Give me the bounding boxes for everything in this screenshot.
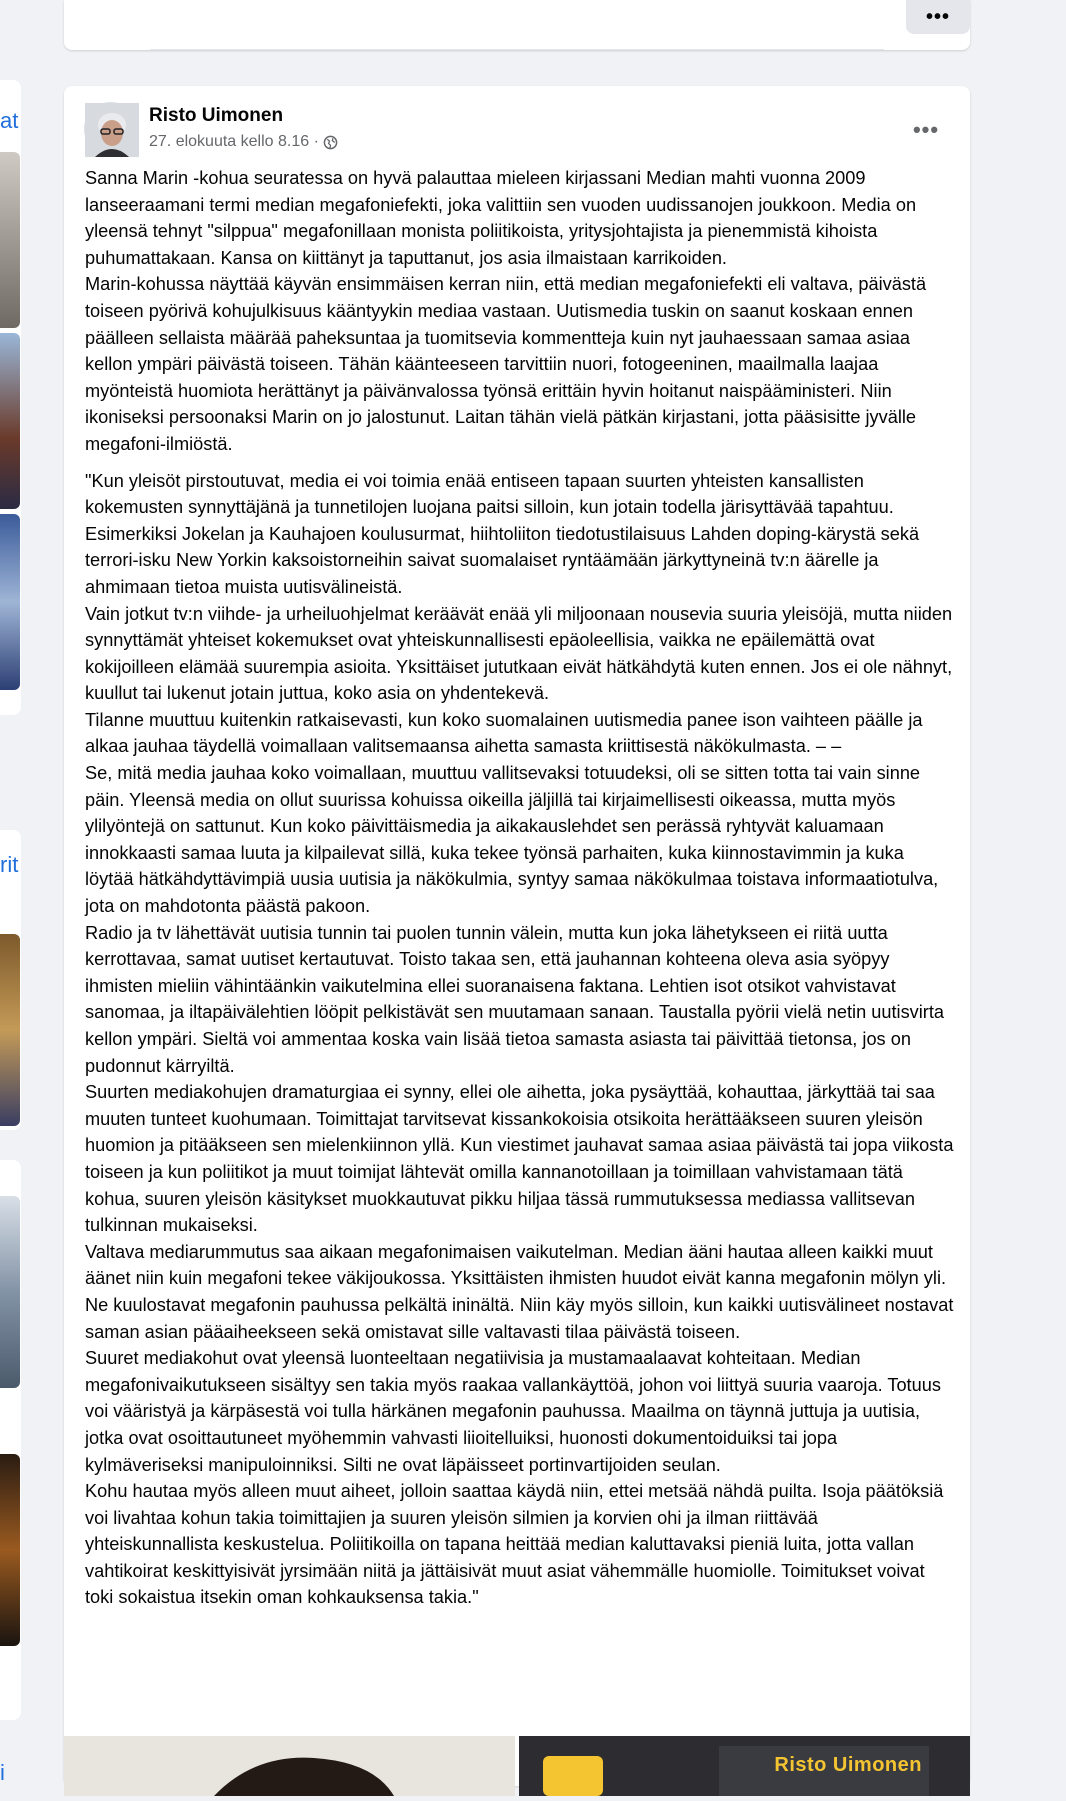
previous-post-card bbox=[64, 0, 970, 50]
sidebar-card-label[interactable]: rit bbox=[0, 852, 19, 877]
globe-icon[interactable] bbox=[323, 135, 338, 150]
sidebar-thumbnail[interactable] bbox=[0, 333, 20, 509]
post-paragraph: "Kun yleisöt pirstoutuvat, media ei voi toimia enää entiseen tapaan suurten yhteisten kansallisten kokemusten synnyttäjänä ja tunnetilojen luojana paitsi silloin, kun jotain todella järisyttävää tapahtuu. Esimerkiksi Jokelan ja Kauhajoen koulusurmat, hiihtoliiton tiedotustilaisuus Lahden doping-kärystä sekä terrori-isku New Yorkin kaksoistorneihin saivat suomalaiset ryntäämään järkyttyneinä tv:n äärelle ja ahmimaan tietoa muista uutisvälineistä. bbox=[85, 470, 920, 597]
post-image-left[interactable] bbox=[64, 1736, 515, 1796]
left-sidebar bbox=[0, 0, 21, 1785]
post-images bbox=[64, 1736, 970, 1796]
sidebar-thumbnail[interactable] bbox=[0, 1454, 20, 1646]
post-paragraph: Se, mitä media jauhaa koko voimallaan, muuttuu vallitsevaksi totuudeksi, oli se sitten totta tai vain sinne päin. Yleensä media on ollut suurissa kohuissa oikeilla jäljillä tai kirjaimellisesti oikeassa, mutta myös ylilyöntejä on sattunut. Kun koko päivittäismedia ja aikakauslehdet sen perässä ryhtyvät kaluamaan innokkaasti samaa luuta ja kilpailevat sillä, kuka tekee työnsä parhaiten, kuka kiinnostavimmin ja kuka löytää hätkähdyttävimpiä uusia uutisia ja näkökulmia, syntyy samaa näkökulmaa toistava informaatiotulva, jota on mahdotonta päästä pakoon. bbox=[85, 763, 939, 917]
sidebar-card-3[interactable] bbox=[0, 1160, 21, 1785]
post-paragraph: Suuret mediakohut ovat yleensä luonteeltaan negatiivisia ja mustamaalaavat kohteitaan. Median megafonivaikutukseen sisältyy sen takia myös raakaa vallankäyttöä, johon voi liittyä suuria vaaroja. Totuus voi vääristyä ja kärpäsestä voi tulla härkänen megafonin pauhussa. Maailma on täynnä juttuja ja uutisia, jotka ovat osoittautuneet myöhemmin vahvasti liioitelluiksi, huonosti dokumentoiduiksi tai jopa kylmäveriseksi manipuloinniksi. Silti ne ovat läpäisseet portinvartijoiden seulan. bbox=[85, 1348, 941, 1475]
sidebar-thumbnail[interactable] bbox=[0, 514, 20, 690]
more-options-button[interactable] bbox=[906, 0, 970, 34]
avatar[interactable] bbox=[84, 102, 138, 156]
post-text bbox=[85, 165, 955, 1611]
post-author[interactable]: Risto Uimonen bbox=[149, 105, 284, 126]
post-paragraph: Vain jotkut tv:n viihde- ja urheiluohjelmat keräävät enää yli miljoonaan nousevia suuria yleisöjä, mutta niiden synnyttämät yhteiset kokemukset ovat yhteiskunnallisesti epäoleellisia, vaikka ne epäilemättä ovat kokijoilleen elämää suurempia asioita. Yksittäiset jututkaan eivät hätkähdytä kuten ennen. Jos ei ole nähnyt, kuullut tai lukenut jotain juttua, koko asia on yhdentekevä. bbox=[85, 603, 953, 704]
post-meta bbox=[149, 133, 338, 151]
post-paragraph: Radio ja tv lähettävät uutisia tunnin tai puolen tunnin välein, mutta kun joka lähetykseen ei riitä uutta kerrottavaa, samat uutiset kertautuvat. Toisto takaa sen, että jauhannan kohteena oleva asia syöpyy ihmisten mieliin vähintäänkin vaikutelmina ellei suoranaisena faktana. Lehtien isot otsikot vahvistavat sanomaa, ja iltapäivälehtien lööpit pelkistävät sen muutamaan sanaan. Taustalla pyörii vielä netin uutisvirta kellon ympäri. Sieltä voi ammentaa koska vain lisää tietoa samasta asiasta tai päivittää tietonsa, jos on pudonnut kärryiltä. bbox=[85, 922, 945, 1076]
post-paragraph: Sanna Marin -kohua seuratessa on hyvä palauttaa mieleen kirjassani Median mahti vuonna 2009 lanseeraamani termi median megafoniefekti, joka valittiin sen vuoden uudissanojen joukkoon. Media on yleensä tehnyt "silppua" megafonillaan monista poliitikoista, yritysjohtajista ja pienemmistä kihoista puhumattakaan. Kansa on kiittänyt ja taputtanut, jos asia ilmaistaan karrikoiden. bbox=[85, 168, 917, 268]
more-icon: ••• bbox=[912, 117, 940, 142]
more-icon: ••• bbox=[925, 5, 950, 28]
sidebar-card-label[interactable]: i bbox=[0, 1760, 5, 1785]
post-paragraph: Kohu hautaa myös alleen muut aiheet, jolloin saattaa käydä niin, ettei metsää nähdä puilta. Isoja päätöksiä voi livahtaa kohun takia toimittajien ja suuren yleisön silmien ja korvien ohi ja ilman riittävää yhteiskunnallista keskustelua. Poliitikoilla on tapana heittää median kaluttavaksi pieniä luita, jotta vallan vahtikoirat keskittyisivät jyrsimään niitä ja jättäisivät muut asiat vähemmälle huomiolle. Toimitukset voivat toki sokaistua itsekin oman kohkauksensa takia." bbox=[85, 1481, 944, 1608]
avatar-image bbox=[85, 103, 139, 157]
book-author-label: Risto Uimonen bbox=[774, 1754, 922, 1776]
post-paragraph: Suurten mediakohujen dramaturgiaa ei synny, ellei ole aihetta, joka pysäyttää, kohauttaa, järkyttää tai saa muuten tunteet kuohumaan. Toimittajat tarvitsevat kissankokoisia otsikoita herättääkseen suuren yleisön huomion ja pitääkseen sen mielenkiinnon yllä. Kun viestimet jauhavat samaa asiaa päivästä tai jopa viikosta toiseen ja kun poliitikot ja muut toimijat lähtevät omilla kannanotoillaan ja toimillaan vahvistamaan tätä kohua, suuren yleisön käsitykset muokkautuvat pikku hiljaa tässä rummutuksessa mediassa vallitsevan tulkinnan mukaiseksi. bbox=[85, 1082, 954, 1236]
divider bbox=[150, 49, 884, 50]
photo bbox=[64, 1736, 515, 1796]
sidebar-card-1[interactable] bbox=[0, 80, 21, 715]
sidebar-thumbnail[interactable] bbox=[0, 934, 20, 1126]
post-card bbox=[64, 86, 970, 1786]
sidebar-thumbnail[interactable] bbox=[0, 152, 20, 328]
post-paragraph: Valtava mediarummutus saa aikaan megafonimaisen vaikutelman. Median ääni hautaa alleen kaikki muut äänet niin kuin megafoni tekee väkijoukossa. Yksittäisten ihmisten huudot eivät kanna megafonin mölyn yli. Ne kuulostavat megafonin pauhussa pelkältä ininältä. Niin käy myös silloin, kun kaikki uutisvälineet nostavat saman asian pääaiheekseen sekä omistavat sille valtavasti tilaa päivästä toiseen. bbox=[85, 1241, 954, 1342]
post-paragraph: Marin-kohussa näyttää käyvän ensimmäisen kerran niin, että median megafoniefekti eli valtava, päivästä toiseen pyörivä kohujulkisuus kääntyykin mediaa vastaan. Uutismedia tuskin on saanut koskaan ennen päälleen sellaista määrää paheksuntaa ja tuomitsevia kommentteja kuin nyt jauhaessaan samaa asiaa kellon ympäri päivästä toiseen. Tähän käänteeseen tarvittiin nuori, fotogeeninen, maailmalla laajaa myönteistä huomiota herättänyt ja päivänvalossa työnsä erittäin hyvin hoitanut naispääministeri. Niin ikoniseksi persoonaksi Marin on jo jalostunut. Laitan tähän vielä pätkän kirjastani, jotta pääsisitte jyvälle megafoni-ilmiöstä. bbox=[85, 274, 927, 454]
post-paragraph: Tilanne muuttuu kuitenkin ratkaisevasti, kun koko suomalainen uutismedia panee ison vaihteen päälle ja alkaa jauhaa täydellä voimallaan valitsemaansa aihetta samasta kriittisestä näkökulmasta. – – bbox=[85, 709, 923, 757]
post-header bbox=[84, 102, 950, 158]
post-timestamp[interactable]: 27. elokuuta kello 8.16 · bbox=[149, 133, 319, 150]
sidebar-card-2[interactable] bbox=[0, 830, 21, 1130]
post-more-button[interactable] bbox=[908, 112, 944, 148]
post-image-right[interactable] bbox=[519, 1736, 970, 1796]
sidebar-thumbnail[interactable] bbox=[0, 1196, 20, 1388]
sidebar-card-label[interactable]: at bbox=[0, 108, 19, 133]
